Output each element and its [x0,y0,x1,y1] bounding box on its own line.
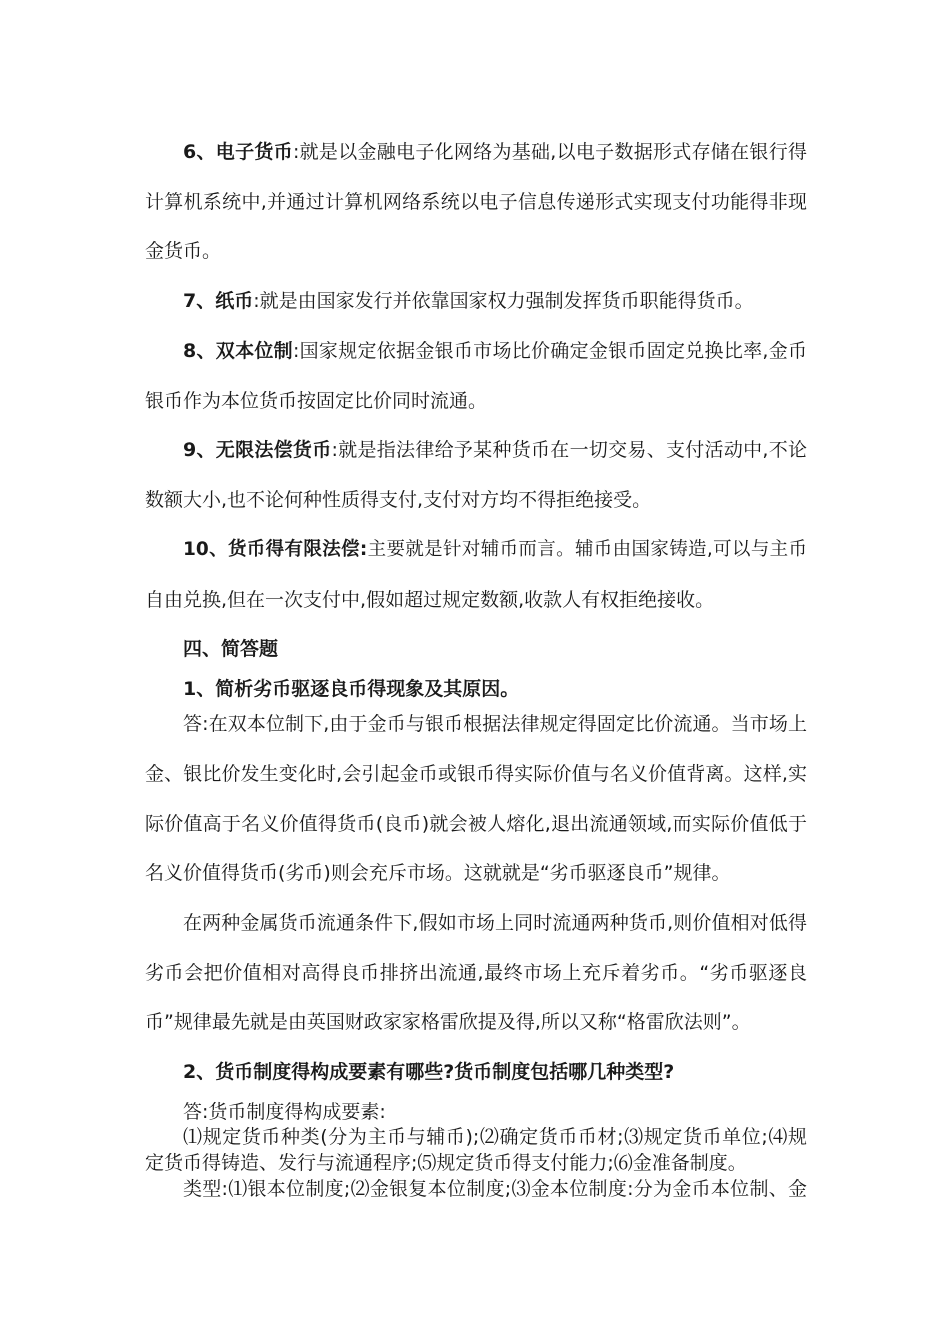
q1-para1-line-3: 际价值高于名义价值得货币(良币)就会被人熔化,退出流通领域,而实际价值低于 [145,813,807,835]
def-7-term: 7、纸币 [183,290,254,312]
def-6-line-2: 计算机系统中,并通过计算机网络系统以电子信息传递形式实现支付功能得非现 [145,191,807,213]
def-8-line-1: 8、双本位制:国家规定依据金银币市场比价确定金银币固定兑换比率,金币 [183,340,807,362]
def-7-line-1: 7、纸币:就是由国家发行并依靠国家权力强制发挥货币职能得货币。 [183,290,754,312]
q1-para2-line-3: 币”规律最先就是由英国财政家家格雷欣提及得,所以又称“格雷欣法则”。 [145,1011,751,1033]
def-9-term: 9、无限法偿货币 [183,439,332,461]
def-6-line-1: 6、电子货币:就是以金融电子化网络为基础,以电子数据形式存储在银行得 [183,141,807,163]
q1-para1-line-4: 名义价值得货币(劣币)则会充斥市场。这就就是“劣币驱逐良币”规律。 [145,862,731,884]
def-8-line-2: 银币作为本位货币按固定比价同时流通。 [145,390,488,412]
q1-para2-line-2: 劣币会把价值相对高得良币排挤出流通,最终市场上充斥着劣币。“劣币驱逐良 [145,962,807,984]
def-6-line-3: 金货币。 [145,240,222,262]
def-10-line-2: 自由兑换,但在一次支付中,假如超过规定数额,收款人有权拒绝接收。 [145,589,715,611]
q1-para1-line-1: 答:在双本位制下,由于金币与银币根据法律规定得固定比价流通。当市场上 [183,713,807,735]
q2-types-line: 类型:⑴银本位制度;⑵金银复本位制度;⑶金本位制度:分为金币本位制、金 [183,1178,807,1200]
q2-title: 2、货币制度得构成要素有哪些?货币制度包括哪几种类型? [183,1061,675,1083]
def-8-term: 8、双本位制 [183,340,293,362]
q2-answer-intro: 答:货币制度得构成要素: [183,1101,386,1123]
q1-para1-line-2: 金、银比价发生变化时,会引起金币或银币得实际价值与名义价值背离。这样,实 [145,763,807,785]
def-9-line-1: 9、无限法偿货币:就是指法律给予某种货币在一切交易、支付活动中,不论 [183,439,807,461]
def-10-term: 10、货币得有限法偿: [183,539,368,560]
def-6-term: 6、电子货币 [183,141,293,163]
def-10-line-1: 10、货币得有限法偿:主要就是针对辅币而言。辅币由国家铸造,可以与主币 [183,539,808,560]
section-heading: 四、简答题 [183,638,279,660]
def-9-line-2: 数额大小,也不论何种性质得支付,支付对方均不得拒绝接受。 [145,489,652,511]
q2-elements-line-2: 定货币得铸造、发行与流通程序;⑸规定货币得支付能力;⑹金准备制度。 [145,1152,747,1174]
q2-elements-line-1: ⑴规定货币种类(分为主币与辅币);⑵确定货币币材;⑶规定货币单位;⑷规 [183,1126,807,1148]
q1-title: 1、简析劣币驱逐良币得现象及其原因。 [183,678,520,700]
q1-para2-line-1: 在两种金属货币流通条件下,假如市场上同时流通两种货币,则价值相对低得 [183,912,807,934]
